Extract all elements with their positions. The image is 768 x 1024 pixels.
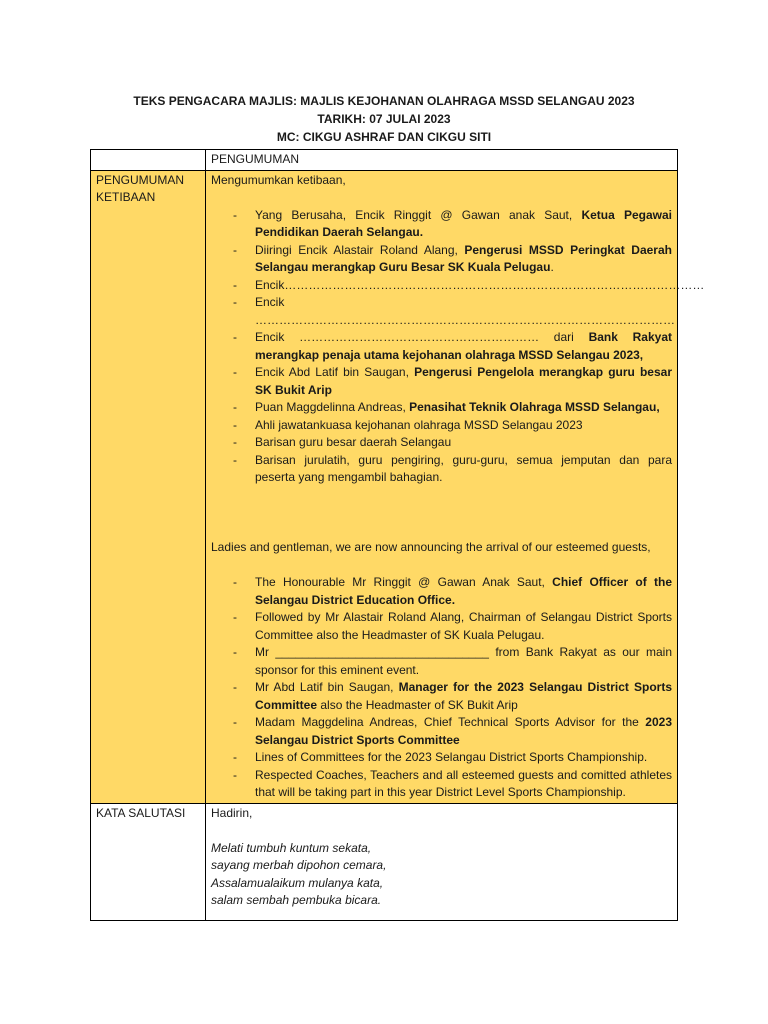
guest-ms-item-text: .	[550, 260, 554, 274]
guest-ms-item	[255, 399, 672, 417]
script-table	[90, 149, 705, 921]
guest-ms-item-text: Encik Abd Latif bin Saugan,	[255, 365, 415, 379]
pantun-line-1: Melati tumbuh kuntum sekata,	[211, 840, 372, 855]
document-mc: MC: CIKGU ASHRAF DAN CIKGU SITI	[276, 130, 492, 144]
guest-en-item-bold-text: Chief Officer of the Selangau District Education Office.	[255, 575, 672, 607]
guest-ms-item-text: Yang Berusaha, Encik Ringgit @ Gawan anak Saut,	[255, 207, 582, 222]
guest-en-item-text: Mr ________________________________ from Bank Rakyat as our main sponsor for this eminent event.	[255, 645, 672, 677]
salutation-label: KATA SALUTASI	[96, 805, 186, 820]
guest-en-item	[255, 644, 672, 679]
salutation-content-cell	[206, 803, 678, 920]
guest-ms-item-bold-text: Ketua Pegawai Pendidikan Daerah Selangau.	[255, 207, 673, 239]
guest-list-en	[211, 574, 672, 802]
arrival-label: PENGUMUMAN KETIBAAN	[96, 172, 185, 204]
guest-en-item-text: Mr Abd Latif bin Saugan,	[255, 680, 399, 694]
guest-list-ms	[211, 207, 705, 487]
guest-en-item-text: Respected Coaches, Teachers and all esteemed guests and comitted athletes that will be taking part in this year District Level Sports Championship.	[255, 767, 672, 799]
guest-ms-item-bold-text: Penasihat Teknik Olahraga MSSD Selangau,	[409, 400, 660, 414]
guest-en-item-text: Lines of Committees for the 2023 Selangau District Sports Championship.	[255, 750, 648, 764]
guest-en-item	[255, 714, 672, 749]
salutation-label-cell	[91, 803, 206, 920]
guest-ms-item	[255, 434, 672, 452]
table-header-row	[91, 150, 678, 171]
guest-ms-item	[255, 417, 672, 435]
guest-ms-item-text: Encik……………………………………………………………………………………………	[255, 277, 705, 292]
guest-en-item	[255, 767, 672, 802]
guest-ms-item-text: Puan Maggdelinna Andreas,	[255, 400, 410, 414]
guest-ms-item	[255, 364, 672, 399]
guest-ms-item-text: Diiringi Encik Alastair Roland Alang,	[255, 242, 465, 257]
guest-en-item	[255, 609, 672, 644]
guest-en-item-text: Madam Maggdelina Andreas, Chief Technical Sports Advisor for the	[255, 715, 646, 729]
guest-ms-item	[255, 242, 672, 277]
guest-ms-item	[255, 207, 672, 242]
guest-ms-item-bold-text: Pengerusi MSSD Peringkat Daerah Selangau merangkap Guru Besar SK Kuala Pelugau	[255, 242, 672, 274]
guest-ms-item-text: Encik …………………………………………………… dari	[255, 330, 589, 344]
guest-en-item	[255, 749, 672, 767]
pantun-line-3: Assalamualaikum mulanya kata,	[211, 875, 384, 890]
header-right-cell: PENGUMUMAN	[206, 150, 678, 171]
header-left-cell	[91, 150, 206, 171]
guest-ms-item	[255, 277, 705, 295]
guest-ms-item-text: Barisan guru besar daerah Selangau	[255, 435, 452, 449]
arrival-label-cell	[91, 170, 206, 803]
guest-en-item	[255, 574, 672, 609]
guest-ms-item-text: Encik ……………………………………………………………………………………………	[255, 295, 675, 327]
guest-ms-item	[255, 452, 672, 487]
guest-en-item-text: The Honourable Mr Ringgit @ Gawan Anak Saut,	[255, 575, 553, 589]
guest-en-item-bold-text: 2023 Selangau District Sports Committee	[255, 715, 672, 747]
document-date: TARIKH: 07 JULAI 2023	[317, 112, 451, 126]
guest-ms-item-text: Ahli jawatankuasa kejohanan olahraga MSSD Selangau 2023	[255, 417, 583, 432]
pantun-line-4: salam sembah pembuka bicara.	[211, 893, 382, 907]
guest-ms-item	[255, 294, 675, 329]
table-row-arrival	[91, 170, 678, 803]
arrival-content-cell	[206, 170, 705, 803]
guest-ms-item-bold-text: Pengerusi Pengelola merangkap guru besar SK Bukit Arip	[255, 365, 672, 397]
arrival-intro-ms: Mengumumkan ketibaan,	[211, 172, 346, 187]
guest-ms-item-text: Barisan jurulatih, guru pengiring, guru-guru, semua jemputan dan para peserta yang mengambil bahagian.	[255, 452, 672, 484]
guest-ms-item	[255, 329, 672, 364]
guest-en-item-text: Followed by Mr Alastair Roland Alang, Chairman of Selangau District Sports Committee also the Headmaster of SK Kuala Pelugau.	[255, 610, 672, 642]
salutation-greeting: Hadirin,	[211, 805, 253, 820]
guest-en-item	[255, 679, 672, 714]
guest-ms-item-bold-text: Bank Rakyat merangkap penaja utama kejohanan olahraga MSSD Selangau 2023,	[255, 330, 672, 362]
pantun-line-2: sayang merbah dipohon cemara,	[211, 858, 387, 872]
guest-en-item-bold-text: Manager for the 2023 Selangau District Sports Committee	[255, 680, 672, 712]
guest-en-item-text: also the Headmaster of SK Bukit Arip	[317, 697, 518, 712]
arrival-intro-en: Ladies and gentleman, we are now announcing the arrival of our esteemed guests,	[211, 540, 651, 554]
document-title: TEKS PENGACARA MAJLIS: MAJLIS KEJOHANAN OLAHRAGA MSSD SELANGAU 2023	[133, 94, 635, 108]
table-row-salutation	[91, 803, 678, 920]
